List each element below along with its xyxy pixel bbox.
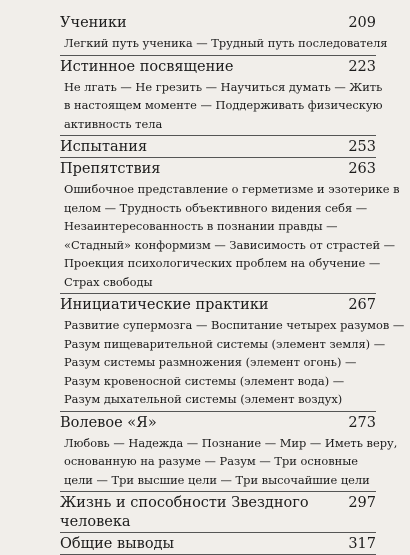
chapter-title: Препятствия	[60, 161, 161, 177]
toc-section	[60, 158, 400, 294]
toc-section	[60, 136, 376, 158]
subtopic-line: Любовь — Надежда — Познание — Мир — Иметь веру,	[64, 435, 398, 450]
chapter-page-number: 253	[348, 139, 376, 155]
subtopic-line: основанную на разуме — Разум — Три основные	[64, 454, 359, 468]
subtopic-line: Разум системы размножения (элемент огонь) —	[64, 355, 357, 369]
toc-section	[60, 56, 383, 137]
toc-chapter-heading	[60, 12, 376, 33]
subtopic-line: «Стадный» конформизм — Зависимость от страстей —	[64, 237, 396, 252]
chapter-page-number: 267	[348, 297, 376, 313]
chapter-title: Общие выводы	[60, 536, 175, 552]
toc-section	[60, 533, 376, 555]
chapter-page-number: 223	[348, 58, 376, 75]
subtopic-line: Разум кровеносной системы (элемент вода) —	[64, 373, 345, 388]
chapter-title: Испытания	[60, 139, 148, 155]
subtopic-line: целом — Трудность объективного видения себя —	[64, 200, 368, 215]
toc-chapter-heading	[60, 294, 376, 315]
chapter-subtopics	[60, 433, 398, 492]
subtopic-line: активность тела	[64, 116, 163, 131]
toc-section	[60, 492, 376, 533]
chapter-title: Ученики	[60, 15, 127, 31]
subtopic-line: Легкий путь ученика — Трудный путь последователя	[64, 36, 388, 50]
subtopic-line: Незаинтересованность в познании правды —	[64, 219, 338, 233]
chapter-title: Волевое «Я»	[60, 414, 157, 431]
subtopic-line: Разум пищеварительной системы (элемент земля) —	[64, 336, 386, 351]
subtopic-line: Проекция психологических проблем на обучение —	[64, 256, 381, 270]
chapter-title: Истинное посвящение	[60, 58, 234, 75]
toc-chapter-heading	[60, 136, 376, 157]
chapter-page-number: 209	[348, 15, 376, 31]
chapter-page-number: 297	[348, 495, 376, 511]
chapter-title: Инициатические практики	[60, 297, 269, 313]
subtopic-line: Не лгать — Не грезить — Научиться думать — Жить	[64, 79, 383, 94]
toc-chapter-heading	[60, 533, 376, 554]
toc-chapter-heading	[60, 56, 376, 77]
chapter-page-number: 273	[348, 414, 376, 431]
toc-chapter-heading	[60, 158, 376, 179]
chapter-page-number: 263	[348, 161, 376, 177]
toc-chapter-heading	[60, 492, 376, 532]
subtopic-line: в настоящем моменте — Поддерживать физическую	[64, 98, 383, 112]
subtopic-line: Развитие супермозга — Воспитание четырех разумов —	[64, 318, 405, 332]
chapter-subtopics	[60, 315, 405, 411]
chapter-title: Жизнь и способности Звездного человека	[60, 495, 309, 530]
toc-section	[60, 412, 398, 493]
chapter-subtopics	[60, 77, 383, 136]
subtopic-line: цели — Три высшие цели — Три высочайшие цели	[64, 472, 370, 487]
subtopic-line: Разум дыхательной системы (элемент воздух)	[64, 392, 343, 406]
subtopic-line: Ошибочное представление о герметизме и эзотерике в	[64, 182, 400, 196]
toc-chapter-heading	[60, 412, 376, 433]
chapter-subtopics	[60, 179, 400, 293]
subtopic-line: Страх свободы	[64, 274, 153, 289]
toc-section	[60, 12, 388, 56]
toc-section	[60, 294, 405, 412]
chapter-page-number: 317	[348, 536, 376, 552]
chapter-subtopics	[60, 33, 388, 55]
